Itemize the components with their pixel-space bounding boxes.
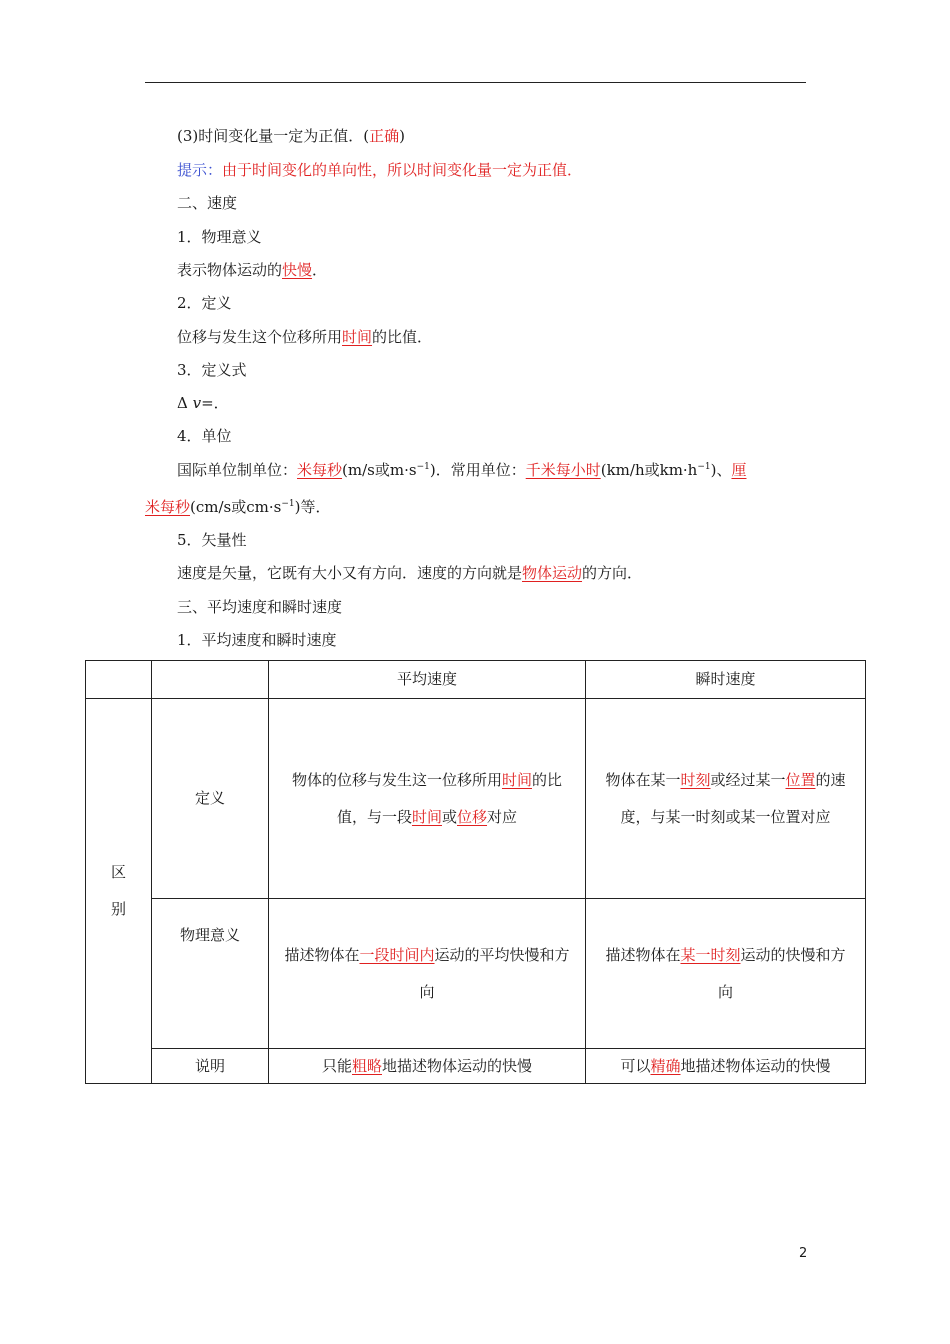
units-text-line-2: 米每秒(cm/s或$cm\cdot s^{-1}$)等． [145,498,331,516]
blank-answer: 厘 [731,461,747,479]
answer-correct: 正确 [369,127,400,145]
hint-label: 提示： [177,161,223,179]
table-row-note [86,1049,866,1084]
question-3: (3)时间变化量一定为正值．(正确) [177,127,405,145]
subheading-vector: 5．矢量性 [177,531,247,549]
blank-answer: 米每秒 [145,498,191,516]
row-label-note: 说明 [152,1049,269,1084]
cell-meaning-average: 描述物体在一段时间内运动的平均快慢和方向 [269,899,586,1049]
section-2-heading: 二、速度 [177,194,238,212]
table-row-definition [86,699,866,899]
blank-answer: 米每秒 [297,461,343,479]
blank-answer: 时间 [342,328,373,346]
group-label-difference: 区 别 [86,699,152,1084]
empty-cell [86,661,152,699]
section-3-heading: 三、平均速度和瞬时速度 [177,598,343,616]
subheading-definition: 2．定义 [177,294,232,312]
header-average-speed: 平均速度 [269,661,586,699]
header-rule [145,82,806,83]
row-label-physical-meaning: 物理意义 [152,899,269,1049]
hint [177,160,582,180]
units-text-line-1: 国际单位制单位：米每秒(m/s或$m\cdot s^{-1}$)．常用单位：千米每小时(km/h或$km\cdot h^{-1}$)、厘 [177,461,747,479]
cell-meaning-instantaneous: 描述物体在某一时刻运动的快慢和方向 [586,899,866,1049]
blank-answer: 快慢 [282,261,313,279]
table-header-row [86,661,866,699]
blank-answer: 千米每小时 [525,461,601,479]
subheading-formula: 3．定义式 [177,361,247,379]
hint-text: 由于时间变化的单向性，所以时间变化量一定为正值． [222,161,583,179]
cell-definition-average: 物体的位移与发生这一位移所用时间的比值，与一段时间或位移对应 [269,699,586,899]
comparison-table [85,660,866,1084]
subheading-units: 4．单位 [177,427,232,445]
physical-meaning-text: 表示物体运动的快慢． [177,261,328,279]
cell-definition-instantaneous: 物体在某一时刻或经过某一位置的速度，与某一时刻或某一位置对应 [586,699,866,899]
header-instantaneous-speed: 瞬时速度 [586,661,866,699]
definition-text: 位移与发生这个位移所用时间的比值． [177,328,433,346]
subheading-avg-inst: 1．平均速度和瞬时速度 [177,631,337,649]
page-number: 2 [799,1246,808,1261]
blank-answer: 物体运动 [522,564,583,582]
row-label-definition: 定义 [152,699,269,899]
subheading-physical-meaning: 1．物理意义 [177,228,262,246]
vector-text: 速度是矢量，它既有大小又有方向．速度的方向就是物体运动的方向． [177,564,643,582]
empty-cell [152,661,269,699]
table-row-physical-meaning [86,899,866,1049]
cell-note-average: 只能粗略地描述物体运动的快慢 [269,1049,586,1084]
cell-note-instantaneous: 可以精确地描述物体运动的快慢 [586,1049,866,1084]
formula: Δ v=． [177,394,229,412]
